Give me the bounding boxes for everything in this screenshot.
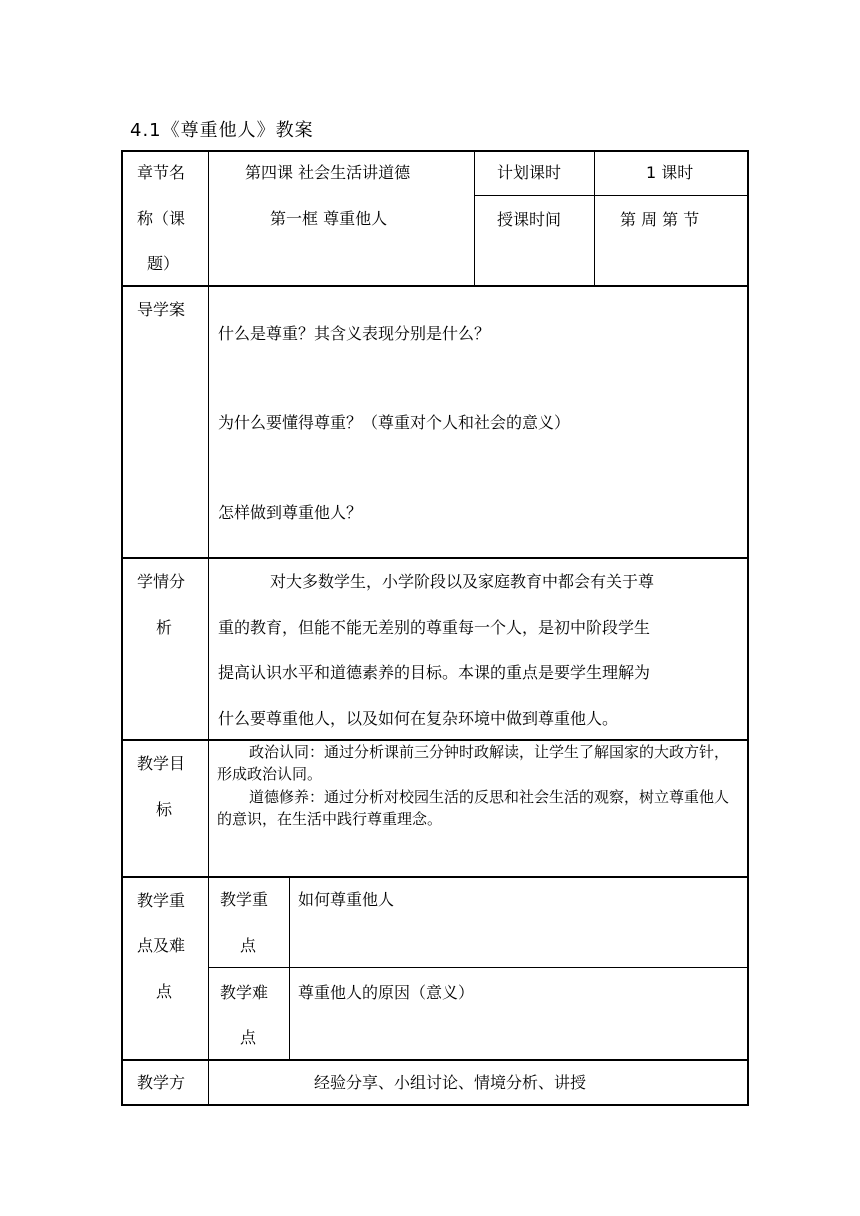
keypoints-label-line: 点及难	[137, 936, 186, 955]
guide-question: 什么是尊重？其含义表现分别是什么？	[218, 324, 491, 343]
frame-title: 第一框 尊重他人	[270, 209, 388, 228]
keypoints-label-line: 点	[156, 982, 173, 1001]
methods-label: 教学方	[137, 1073, 186, 1092]
analysis-text-line: 对大多数学生，小学阶段以及家庭教育中都会有关于尊	[270, 572, 655, 591]
guide-label: 导学案	[137, 300, 186, 319]
table-border	[121, 150, 123, 1106]
planned-hours-label: 计划课时	[497, 163, 562, 182]
table-border	[475, 195, 749, 196]
teaching-time-label: 授课时间	[497, 210, 562, 229]
analysis-label-line: 析	[156, 618, 173, 637]
keypoints-label-line: 教学重	[137, 891, 186, 910]
chapter-label-line: 章节名	[137, 163, 186, 182]
planned-hours-value: 1 课时	[646, 163, 694, 182]
chapter-label-line: 题）	[147, 254, 180, 273]
analysis-text-line: 什么要尊重他人，以及如何在复杂环境中做到尊重他人。	[218, 709, 619, 728]
difficult-point-label-line: 点	[240, 1028, 257, 1047]
table-border	[289, 877, 290, 1060]
goals-label-line: 教学目	[137, 754, 186, 773]
table-border	[121, 1059, 749, 1061]
chapter-label-line: 称（课	[137, 209, 186, 228]
goals-label-line: 标	[156, 800, 173, 819]
analysis-text-line: 重的教育，但能不能无差别的尊重每一个人，是初中阶段学生	[218, 618, 651, 637]
table-border	[121, 876, 749, 878]
difficult-point-label-line: 教学难	[220, 983, 269, 1002]
difficult-point-value: 尊重他人的原因（意义）	[298, 983, 475, 1002]
goal-paragraph: 政治认同：通过分析课前三分钟时政解读，让学生了解国家的大政方针，形成政治认同。	[217, 743, 730, 783]
teaching-time-value: 第 周 第 节	[620, 210, 700, 229]
table-border	[208, 150, 209, 1106]
key-point-value: 如何尊重他人	[298, 890, 395, 909]
table-border	[747, 150, 749, 1106]
guide-question: 怎样做到尊重他人？	[218, 503, 363, 522]
analysis-label-line: 学情分	[137, 572, 186, 591]
goal-paragraph: 道德修养：通过分析对校园生活的反思和社会生活的观察，树立尊重他人的意识，在生活中践行尊重理念。	[217, 788, 730, 828]
table-border	[474, 150, 475, 286]
table-border	[121, 557, 749, 559]
key-point-label-line: 教学重	[220, 890, 269, 909]
table-border	[209, 967, 749, 968]
document-title: 4.1《尊重他人》教案	[130, 120, 314, 141]
table-border	[121, 1104, 749, 1106]
guide-question: 为什么要懂得尊重？（尊重对个人和社会的意义）	[218, 413, 571, 432]
analysis-text-line: 提高认识水平和道德素养的目标。本课的重点是要学生理解为	[218, 663, 651, 682]
key-point-label-line: 点	[240, 936, 257, 955]
lesson-title: 第四课 社会生活讲道德	[245, 163, 411, 182]
table-border	[121, 285, 749, 287]
table-border	[594, 150, 595, 286]
methods-value: 经验分享、小组讨论、情境分析、讲授	[314, 1073, 587, 1092]
table-border	[121, 150, 749, 152]
